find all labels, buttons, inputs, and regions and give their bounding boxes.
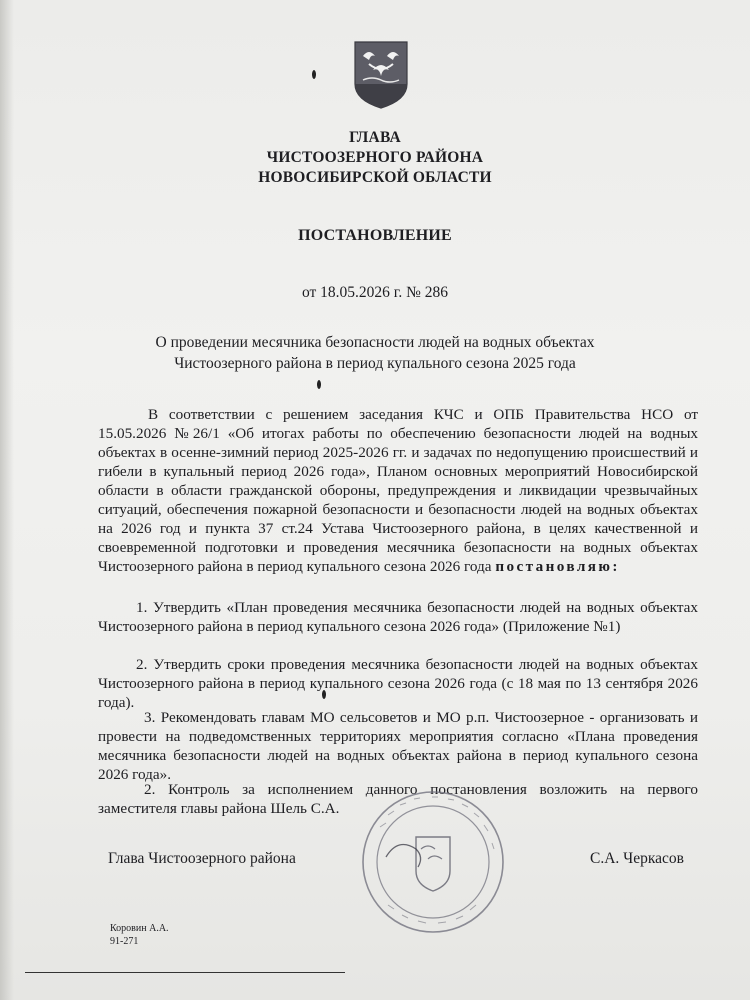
official-seal-icon xyxy=(358,787,508,937)
resolution-item-1 xyxy=(98,598,698,636)
signatory-title: Глава Чистоозерного района xyxy=(108,850,296,867)
executor-info xyxy=(110,922,169,948)
authority-line-1: ГЛАВА xyxy=(349,129,401,146)
resolution-item-3 xyxy=(98,708,698,784)
district-coat-of-arms-icon xyxy=(353,40,409,110)
executor-name: Коровин А.А. xyxy=(110,923,169,934)
intro-paragraph xyxy=(98,405,698,576)
intro-text: В соответствии с решением заседания КЧС и ОПБ Правительства НСО от 15.05.2026 №26/1 «Об итогах работы по обеспечению безопасности людей на водных объектах в осенне-зимний период 2025-2026 гг. и задачах по недопущению происшествий и гибели в купальный период 2026 года», Планом основных мероприятий Новосибирской области в области гражданской обороны, предупреждения и ликвидации чрезвычайных ситуаций, обеспечения пожарной безопасности и безопасности людей на водных объектах на 2026 год и пункта 37 ст.24 Устава Чистоозерного района, в целях качественной и своевременной подготовки и проведения месячника безопасности на водных объектах Чистоозерного района в период купального сезона 2026 года xyxy=(98,406,698,575)
subject-line-2: Чистоозерного района в период купального сезона 2025 года xyxy=(174,355,576,372)
item-1-text: 1. Утвердить «План проведения месячника безопасности людей на водных объектах Чистоозерного района в период купального сезона 2026 года» (Приложение №1) xyxy=(98,599,698,635)
scan-mark xyxy=(312,70,316,79)
executor-phone: 91-271 xyxy=(110,936,139,947)
authority-line-2: ЧИСТООЗЕРНОГО РАЙОНА xyxy=(266,149,484,166)
footer-divider xyxy=(25,972,345,973)
item-3-text: 3. Рекомендовать главам МО сельсоветов и МО р.п. Чистоозерное - организовать и провести на подведомственных территориях мероприятия согласно «Плана проведения месячника безопасности людей на водных объектах района в период купального сезона 2026 года». xyxy=(98,709,698,783)
subject-line-1: О проведении месячника безопасности людей на водных объектах xyxy=(155,334,595,351)
document-date-number: от 18.05.2026 г. № 286 xyxy=(301,284,449,301)
authority-line-3: НОВОСИБИРСКОЙ ОБЛАСТИ xyxy=(258,169,492,186)
item-4-text: 2. Контроль за исполнением данного постановления возложить на первого заместителя главы района Шель С.А. xyxy=(98,781,698,817)
scan-mark xyxy=(317,380,321,389)
item-2-text: 2. Утвердить сроки проведения месячника безопасности людей на водных объектах Чистоозерного района в период купального сезона 2026 года (с 18 мая по 13 сентября 2026 года). xyxy=(98,656,698,711)
signatory-name: С.А. Черкасов xyxy=(590,850,684,867)
resolve-word: постановляю: xyxy=(495,558,620,575)
document-type-title: ПОСТАНОВЛЕНИЕ xyxy=(298,227,452,244)
resolution-item-2 xyxy=(98,655,698,712)
